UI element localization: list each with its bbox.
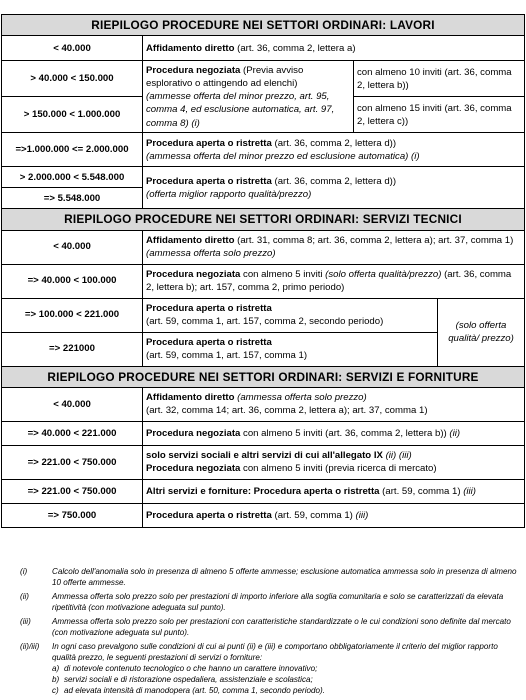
procedure-cell: Procedura aperta o ristretta (art. 59, comma 1, art. 157, comma 1) — [143, 332, 438, 366]
threshold-cell: < 40.000 — [2, 230, 143, 264]
threshold-cell: < 40.000 — [2, 36, 143, 61]
threshold-cell: => 40.000 < 100.000 — [2, 264, 143, 298]
footnote — [20, 641, 520, 696]
sub-item: c) ad elevata intensità di manodopera (art. 50, comma 1, secondo periodo). — [52, 686, 325, 695]
footnote — [20, 616, 520, 638]
footnote-text: Calcolo dell'anomalia solo in presenza di almeno 5 offerte ammesse; esclusione automatica ammessa solo in presenza di almeno 10 offerte ammesse. — [52, 567, 517, 587]
procedure-cell: Procedura aperta o ristretta (art. 59, comma 1) (iii) — [143, 503, 525, 527]
threshold-cell: =>1.000.000 <= 2.000.000 — [2, 133, 143, 167]
footnote-key: (iii) — [20, 617, 31, 626]
procedure-cell: Procedura negoziata con almeno 5 inviti (solo offerta qualità/prezzo) (art. 36, comma 2, lettera b); art. 157, comma 2, primo periodo) — [143, 264, 525, 298]
procedure-cell: Affidamento diretto (ammessa offerta solo prezzo) (art. 32, comma 14; art. 36, comma 2, lettera a); art. 37, comma 1) — [143, 387, 525, 421]
invites-cell: con almeno 10 inviti (art. 36, comma 2, lettera b)) — [354, 61, 525, 97]
section-title-forniture: RIEPILOGO PROCEDURE NEI SETTORI ORDINARI: SERVIZI E FORNITURE — [2, 366, 525, 387]
threshold-cell: < 40.000 — [2, 387, 143, 421]
footnotes — [20, 566, 520, 699]
threshold-cell: => 221.00 < 750.000 — [2, 479, 143, 503]
procedures-table — [1, 14, 525, 528]
sub-item: a) di notevole contenuto tecnologico o che hanno un carattere innovativo; — [52, 664, 318, 673]
footnote-key: (ii) — [20, 592, 29, 601]
footnote-key: (i) — [20, 567, 28, 576]
threshold-cell: => 221.00 < 750.000 — [2, 445, 143, 479]
threshold-cell: => 40.000 < 221.000 — [2, 421, 143, 445]
quality-price-note: (solo offerta qualità/ prezzo) — [438, 298, 525, 366]
procedure-cell: Procedura negoziata con almeno 5 inviti (art. 36, comma 2, lettera b)) (ii) — [143, 421, 525, 445]
threshold-cell: > 150.000 < 1.000.000 — [2, 97, 143, 133]
footnote-body — [52, 641, 520, 696]
section-title-lavori: RIEPILOGO PROCEDURE NEI SETTORI ORDINARI: LAVORI — [2, 15, 525, 36]
threshold-cell: => 100.000 < 221.000 — [2, 298, 143, 332]
threshold-cell: > 2.000.000 < 5.548.000 — [2, 167, 143, 188]
threshold-cell: > 40.000 < 150.000 — [2, 61, 143, 97]
footnote — [20, 591, 520, 613]
procedure-cell: Affidamento diretto (art. 31, comma 8; art. 36, comma 2, lettera a); art. 37, comma 1) (ammessa offerta solo prezzo) — [143, 230, 525, 264]
footnote-key: (ii)/iii) — [20, 642, 40, 651]
invites-cell: con almeno 15 inviti (art. 36, comma 2, lettera c)) — [354, 97, 525, 133]
procedure-cell: Procedura negoziata (Previa avviso esplorativo o attingendo ad elenchi) (ammesse offerta del minor prezzo, art. 95, comma 4, ed esclusione automatica, art. 97, comma 8) (i) — [143, 61, 354, 133]
footnote — [20, 566, 520, 588]
procedure-cell: Procedura aperta o ristretta (art. 36, comma 2, lettera d)) (ammessa offerta del minor prezzo ed esclusione automatica) (i) — [143, 133, 525, 167]
threshold-cell: => 221000 — [2, 332, 143, 366]
section-title-tecnici: RIEPILOGO PROCEDURE NEI SETTORI ORDINARI: SERVIZI TECNICI — [2, 209, 525, 230]
sub-item: b) servizi sociali e di ristorazione ospedaliera, assistenziale e scolastica; — [52, 675, 313, 684]
threshold-cell: => 5.548.000 — [2, 188, 143, 209]
procedure-cell: Altri servizi e forniture: Procedura aperta o ristretta (art. 59, comma 1) (iii) — [143, 479, 525, 503]
procedure-cell: Affidamento diretto (art. 36, comma 2, lettera a) — [143, 36, 525, 61]
footnote-text: Ammessa offerta solo prezzo solo per prestazioni di importo inferiore alla soglia comunitaria e solo se caratterizzati da elevata ripetitività (con motivazione adeguata sul punto). — [52, 592, 504, 612]
footnote-text: Ammessa offerta solo prezzo solo per prestazioni con caratteristiche standardizzate o le cui condizioni sono definite dal mercato (con motivazione adeguata sul punto). — [52, 617, 511, 637]
threshold-cell: => 750.000 — [2, 503, 143, 527]
footnote-text: In ogni caso prevalgono sulle condizioni di cui ai punti (ii) e (iii) e comportano obbligatoriamente il criterio del miglior rapporto qualità prezzo, le seguenti prestazioni di servizi o forniture: — [52, 642, 498, 662]
procedure-cell: Procedura aperta o ristretta (art. 59, comma 1, art. 157, comma 2, secondo periodo) — [143, 298, 438, 332]
procedure-cell: Procedura aperta o ristretta (art. 36, comma 2, lettera d)) (offerta miglior rapporto qualità/prezzo) — [143, 167, 525, 209]
procedure-cell: solo servizi sociali e altri servizi di cui all'allegato IX (ii) (iii) Procedura negoziata con almeno 5 inviti (previa ricerca di mercato) — [143, 445, 525, 479]
